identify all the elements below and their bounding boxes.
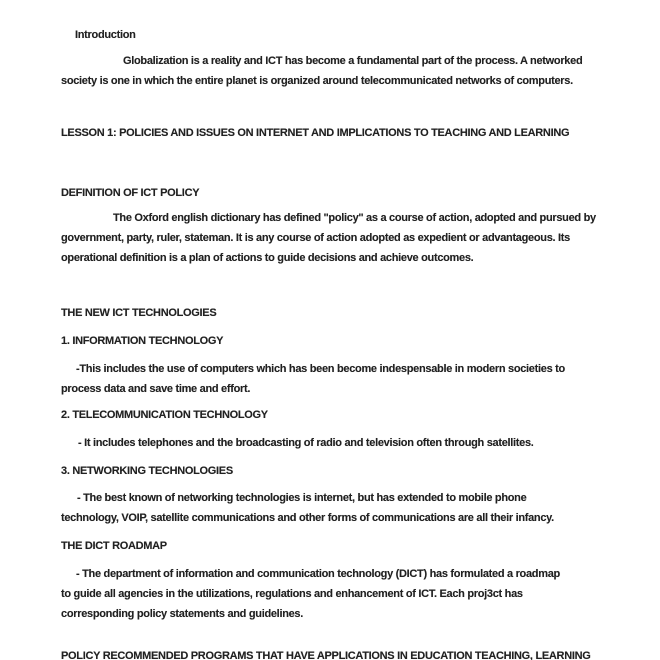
paragraph-line: technology, VOIP, satellite communications and other forms of communications are all their infancy. — [61, 512, 554, 524]
paragraph-line: operational definition is a plan of actions to guide decisions and achieve outcomes. — [61, 252, 474, 264]
paragraph-dict-roadmap — [61, 564, 621, 624]
heading-text: POLICY RECOMMENDED PROGRAMS THAT HAVE APPLICATIONS IN EDUCATION TEACHING, LEARNING — [61, 650, 591, 660]
heading-policy-recommended-programs-cutoff — [61, 646, 621, 660]
paragraph-oxford-definition — [61, 208, 621, 268]
paragraph-line: government, party, ruler, stateman. It is any course of action adopted as expedient or advantageous. Its — [61, 232, 570, 244]
heading-dict-roadmap — [61, 536, 621, 556]
paragraph-line: to guide all agencies in the utilizations, regulations and enhancement of ICT. Each proj3ct has — [61, 588, 523, 600]
heading-text: 2. TELECOMMUNICATION TECHNOLOGY — [61, 409, 268, 421]
paragraph-line: society is one in which the entire planet is organized around telecommunicated networks of computers. — [61, 75, 573, 87]
paragraph-networking-technologies — [61, 488, 621, 528]
heading-information-technology — [61, 331, 621, 351]
paragraph-telecommunication-technology — [61, 433, 621, 453]
heading-text: THE NEW ICT TECHNOLOGIES — [61, 307, 217, 319]
heading-networking-technologies — [61, 461, 621, 481]
heading-text: DEFINITION OF ICT POLICY — [61, 187, 200, 199]
paragraph-line: - The best known of networking technologies is internet, but has extended to mobile phone — [77, 492, 527, 504]
paragraph-line: The Oxford english dictionary has defined "policy" as a course of action, adopted and pursued by — [113, 212, 596, 224]
heading-text: Introduction — [75, 29, 136, 41]
paragraph-line: -This includes the use of computers which has been become indespensable in modern societies to — [76, 363, 565, 375]
paragraph-line: - The department of information and communication technology (DICT) has formulated a roadmap — [76, 568, 560, 580]
heading-definition-of-ict-policy — [61, 183, 621, 203]
paragraph-information-technology — [61, 359, 621, 399]
paragraph-line: - It includes telephones and the broadcasting of radio and television often through satellites. — [78, 437, 534, 449]
paragraph-line: process data and save time and effort. — [61, 383, 251, 395]
paragraph-globalization — [61, 51, 621, 91]
heading-introduction — [75, 25, 635, 45]
paragraph-line: corresponding policy statements and guidelines. — [61, 608, 304, 620]
heading-text: 3. NETWORKING TECHNOLOGIES — [61, 465, 233, 477]
heading-new-ict-technologies — [61, 303, 621, 323]
heading-text: 1. INFORMATION TECHNOLOGY — [61, 335, 224, 347]
heading-text: LESSON 1: POLICIES AND ISSUES ON INTERNET AND IMPLICATIONS TO TEACHING AND LEARNING — [61, 127, 570, 139]
heading-text: THE DICT ROADMAP — [61, 540, 167, 552]
heading-telecommunication-technology — [61, 405, 621, 425]
paragraph-line: Globalization is a reality and ICT has become a fundamental part of the process. A networked — [123, 55, 583, 67]
heading-lesson-1 — [61, 123, 621, 143]
